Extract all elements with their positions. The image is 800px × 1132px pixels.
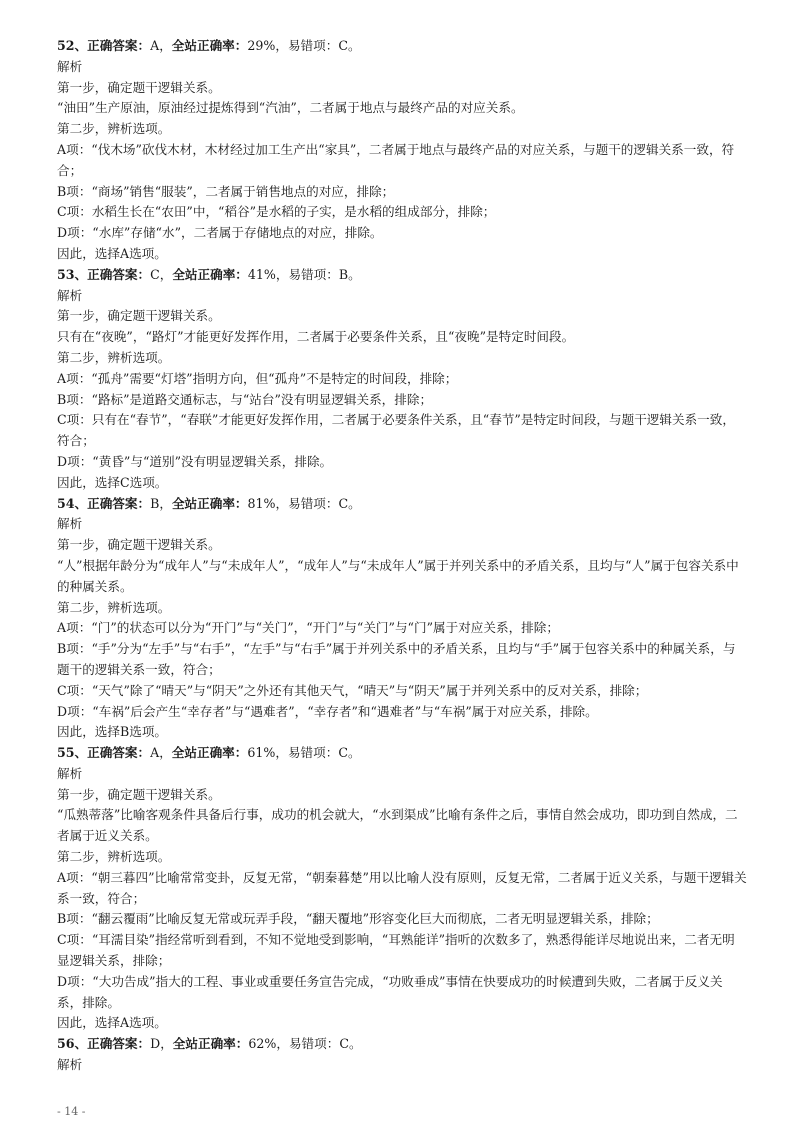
step-two: 第二步，辨析选项。 [57, 349, 171, 365]
accuracy-label: 全站正确率： [171, 495, 248, 511]
answer-label: 56、正确答案： [57, 1036, 151, 1052]
accuracy-value: 62%，易错项：C。 [248, 1036, 362, 1052]
step-one: 第一步，确定题干逻辑关系。 [57, 308, 221, 324]
option-b: B项：“商场”销售“服装”，二者属于销售地点的对应，排除； [57, 183, 395, 199]
answer-value: A， [150, 745, 172, 761]
page-number: - 14 - [57, 1105, 86, 1118]
accuracy-label: 全站正确率： [172, 266, 248, 282]
accuracy-label: 全站正确率： [171, 745, 248, 761]
accuracy-label: 全站正确率： [171, 38, 248, 53]
option-d: D项：“水库”存储“水”，二者属于存储地点的对应，排除。 [57, 225, 383, 241]
question-header [57, 494, 747, 515]
question-52 [57, 36, 747, 265]
option-a: A项：“伐木场”砍伐木材，木材经过加工生产出“家具”，二者属于地点与最终产品的对应关系，与题干的逻辑关系一致，符合； [57, 141, 735, 178]
step-one: 第一步，确定题干逻辑关系。 [57, 786, 221, 802]
step-one: 第一步，确定题干逻辑关系。 [57, 79, 221, 95]
answer-label: 52、正确答案： [57, 38, 151, 53]
accuracy-value: 61%，易错项：C。 [247, 745, 361, 761]
accuracy-label: 全站正确率： [172, 1036, 249, 1052]
option-c: C项：只有在“春节”，“春联”才能更好发挥作用，二者属于必要条件关系，且“春节”是特定时间段，与题干逻辑关系一致，符合； [57, 412, 735, 449]
option-b: B项：“路标”是道路交通标志，与“站台”没有明显逻辑关系，排除； [57, 391, 433, 407]
analysis-heading: 解析 [57, 58, 83, 74]
conclusion: 因此，选择A选项。 [57, 245, 167, 261]
answer-label: 55、正确答案： [57, 745, 151, 761]
accuracy-value: 29%，易错项：C。 [247, 38, 361, 53]
question-header [57, 36, 747, 57]
document-body [57, 36, 747, 1076]
conclusion: 因此，选择C选项。 [57, 474, 168, 490]
stem-relation: “油田”生产原油，原油经过提炼得到“汽油”，二者属于地点与最终产品的对应关系。 [57, 100, 524, 116]
option-a: A项：“门”的状态可以分为“开门”与“关门”，“开门”与“关门”与“门”属于对应关系，排除； [57, 620, 559, 636]
stem-relation: 只有在“夜晚”，“路灯”才能更好发挥作用，二者属于必要条件关系，且“夜晚”是特定时间段。 [57, 329, 575, 345]
answer-value: C， [150, 266, 173, 282]
stem-relation: “瓜熟蒂落”比喻客观条件具备后行事，成功的机会就大，“水到渠成”比喻有条件之后，事情自然会成功，即功到自然成，二者属于近义关系。 [57, 807, 738, 844]
question-56 [57, 1034, 747, 1076]
step-two: 第二步，辨析选项。 [57, 849, 171, 865]
step-two: 第二步，辨析选项。 [57, 599, 171, 615]
answer-label: 53、正确答案： [57, 266, 151, 282]
question-header [57, 265, 747, 286]
question-header [57, 1034, 747, 1055]
option-d: D项：“车祸”后会产生“幸存者”与“遇难者”，“幸存者”和“遇难者”与“车祸”属于对应关系，排除。 [57, 703, 598, 719]
accuracy-value: 41%，易错项：B。 [247, 266, 361, 282]
option-d: D项：“大功告成”指大的工程、事业或重要任务宣告完成，“功败垂成”事情在快要成功的时候遭到失败，二者属于反义关系，排除。 [57, 973, 723, 1010]
step-two: 第二步，辨析选项。 [57, 121, 171, 137]
answer-value: D， [150, 1036, 173, 1052]
accuracy-value: 81%，易错项：C。 [247, 495, 361, 511]
question-54 [57, 494, 747, 744]
analysis-heading: 解析 [57, 287, 83, 303]
option-a: A项：“孤舟”需要“灯塔”指明方向，但“孤舟”不是特定的时间段，排除； [57, 370, 458, 386]
option-b: B项：“翻云覆雨”比喻反复无常或玩弄手段，“翻天覆地”形容变化巨大而彻底，二者无明显逻辑关系，排除； [57, 911, 659, 927]
option-c: C项：水稻生长在“农田”中，“稻谷”是水稻的子实，是水稻的组成部分，排除； [57, 204, 496, 220]
option-c: C项：“天气”除了“晴天”与“阴天”之外还有其他天气，“晴天”与“阴天”属于并列关系中的反对关系，排除； [57, 682, 648, 698]
option-a: A项：“朝三暮四”比喻常常变卦，反复无常，“朝秦暮楚”用以比喻人没有原则，反复无常，二者属于近义关系，与题干逻辑关系一致，符合； [57, 869, 747, 906]
analysis-heading: 解析 [57, 1057, 83, 1073]
stem-relation: “人”根据年龄分为“成年人”与“未成年人”，“成年人”与“未成年人”属于并列关系中的矛盾关系，且均与“人”属于包容关系中的种属关系。 [57, 557, 739, 594]
question-header [57, 743, 747, 764]
question-53 [57, 265, 747, 494]
option-c: C项：“耳濡目染”指经常听到看到，不知不觉地受到影响，“耳熟能详”指听的次数多了，熟悉得能详尽地说出来，二者无明显逻辑关系，排除； [57, 932, 735, 969]
step-one: 第一步，确定题干逻辑关系。 [57, 537, 221, 553]
question-55 [57, 743, 747, 1034]
answer-value: B， [150, 495, 172, 511]
answer-label: 54、正确答案： [57, 495, 151, 511]
answer-value: A， [150, 38, 172, 53]
option-b: B项：“手”分为“左手”与“右手”，“左手”与“右手”属于并列关系中的矛盾关系，且均与“手”属于包容关系中的种属关系，与题干的逻辑关系一致，符合； [57, 641, 736, 677]
analysis-heading: 解析 [57, 765, 83, 781]
analysis-heading: 解析 [57, 516, 83, 532]
option-d: D项：“黄昏”与“道别”没有明显逻辑关系，排除。 [57, 453, 333, 469]
conclusion: 因此，选择B选项。 [57, 724, 168, 740]
conclusion: 因此，选择A选项。 [57, 1015, 167, 1031]
